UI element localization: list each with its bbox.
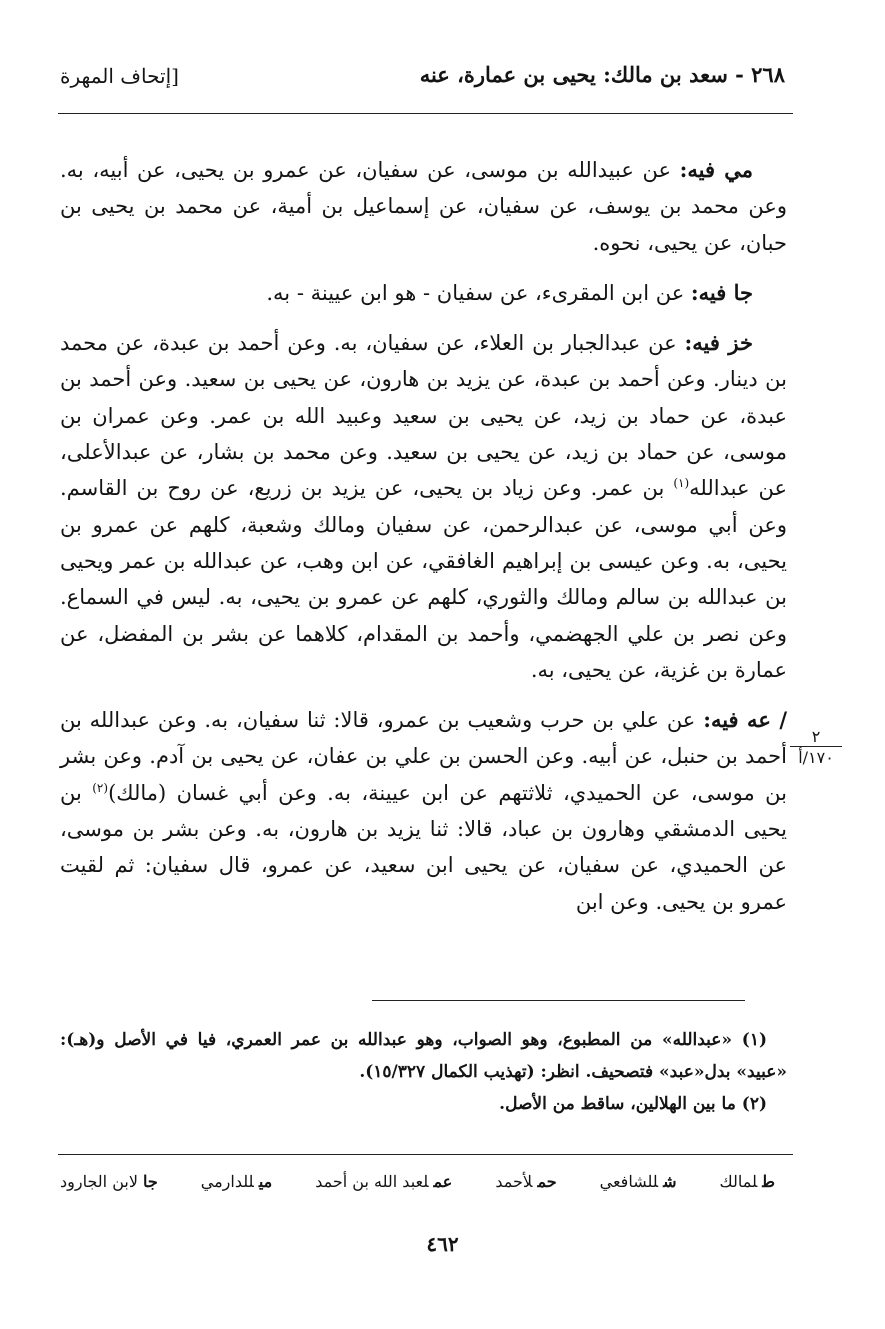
paragraph-ah bbox=[60, 702, 787, 920]
sigla-legend bbox=[60, 1172, 775, 1191]
paragraph-khz bbox=[60, 325, 787, 688]
page-number: ٤٦٢ bbox=[426, 1232, 459, 1256]
legend-item: ميللدارمي bbox=[200, 1172, 273, 1191]
legend-item: طلمالك bbox=[719, 1172, 775, 1191]
legend-item: عملعبد الله بن أحمد bbox=[315, 1172, 453, 1191]
main-text bbox=[60, 152, 787, 920]
header-rule bbox=[58, 113, 793, 114]
legend-item: جالابن الجارود bbox=[60, 1172, 158, 1191]
folio-ref: ١٧٠/أ bbox=[790, 746, 842, 767]
manuscript-folio-ref bbox=[790, 728, 842, 767]
footnote-rule bbox=[372, 1000, 745, 1001]
paragraph-text: بن عمر. وعن زياد بن يحيى، عن يزيد بن زريع، عن روح بن القاسم. وعن أبي موسى، عن عبدالرحمن، عن سفيان ومالك وشعبة، كلهم عن عمرو بن يحيى، به. وعن عيسى بن إبراهيم الغافقي، عن ابن وهب، عن عبدالله بن عمر ويحيى بن عبدالله بن سالم ومالك والثوري، كلهم عن عمرو بن يحيى، به. ليس في السماع. وعن نصر بن علي الجهضمي، وأحمد بن المقدام، كلاهما عن بشر بن المفضل، عن عمارة بن غزية، عن يحيى، به. bbox=[60, 476, 787, 682]
folio-number: ٢ bbox=[811, 727, 821, 746]
footnote-1: (١) «عبدالله» من المطبوع، وهو الصواب، وهو عبدالله بن عمر العمري، فيا في الأصل و(هـ): «عبيد» بدل«عبد» فتصحيف. انظر: (تهذيب الكمال ١٥/٣٢٧). bbox=[60, 1030, 787, 1082]
chapter-title: ٢٦٨ - سعد بن مالك: يحيى بن عمارة، عنه bbox=[419, 62, 785, 87]
legend-item: حملأحمد bbox=[495, 1172, 557, 1191]
sigla: مي فيه: bbox=[679, 157, 753, 182]
sigla: خز فيه: bbox=[684, 330, 753, 356]
legend-item: شللشافعي bbox=[599, 1172, 677, 1191]
legend-rule bbox=[58, 1154, 793, 1155]
paragraph-text: عن ابن المقرىء، عن سفيان - هو ابن عيينة - به. bbox=[266, 280, 691, 305]
paragraph-ja bbox=[60, 275, 787, 311]
footnotes bbox=[60, 1024, 787, 1120]
paragraph-text: عن عبدالجبار بن العلاء، عن سفيان، به. وعن أحمد بن عبدة، عن محمد بن دينار. وعن أحمد بن عبدة، عن يزيد بن هارون، عن يحيى بن سعيد. وعن أحمد بن عبدة، عن حماد بن زيد، عن يحيى بن سعيد وعبيد الله بن عمر. وعن عمران بن موسى، عن حماد بن زيد، عن يحيى بن سعيد. وعن محمد بن بشار، عن عبدالأعلى، عن عبدالله bbox=[60, 331, 787, 501]
paragraph-text: بن يحيى الدمشقي وهارون بن عباد، قالا: ثنا يزيد بن هارون، به. وعن بشر بن موسى، عن الحميدي، عن سفيان، عن يحيى ابن سعيد، عن عمرو، قال سفيان: ثم لقيت عمرو بن يحيى. وعن ابن bbox=[60, 780, 787, 914]
paragraph-text: عن علي بن حرب وشعيب بن عمرو، قالا: ثنا سفيان، به. وعن عبدالله بن أحمد بن حنبل، عن أبيه. وعن الحسن بن علي بن عفان، عن يحيى بن آدم. وعن بشر بن موسى، عن الحميدي، ثلاثتهم عن ابن عيينة، به. وعن أبي غسان (مالك) bbox=[60, 708, 787, 805]
sigla: / عه فيه: bbox=[703, 707, 787, 733]
footnote-2: (٢) ما بين الهلالين، ساقط من الأصل. bbox=[499, 1094, 767, 1114]
paragraph-mi bbox=[60, 152, 787, 261]
paragraph-text: عن عبيدالله بن موسى، عن سفيان، عن عمرو بن يحيى، عن أبيه، به. وعن محمد بن يوسف، عن سفيان، عن إسماعيل بن أمية، عن محمد بن يحيى بن حبان، عن يحيى، نحوه. bbox=[60, 158, 787, 255]
book-title: [إتحاف المهرة bbox=[60, 64, 179, 88]
footnote-marker: (١) bbox=[673, 476, 690, 491]
footnote-marker: (٢) bbox=[92, 780, 109, 795]
page-header bbox=[60, 62, 785, 96]
sigla: جا فيه: bbox=[690, 279, 753, 305]
